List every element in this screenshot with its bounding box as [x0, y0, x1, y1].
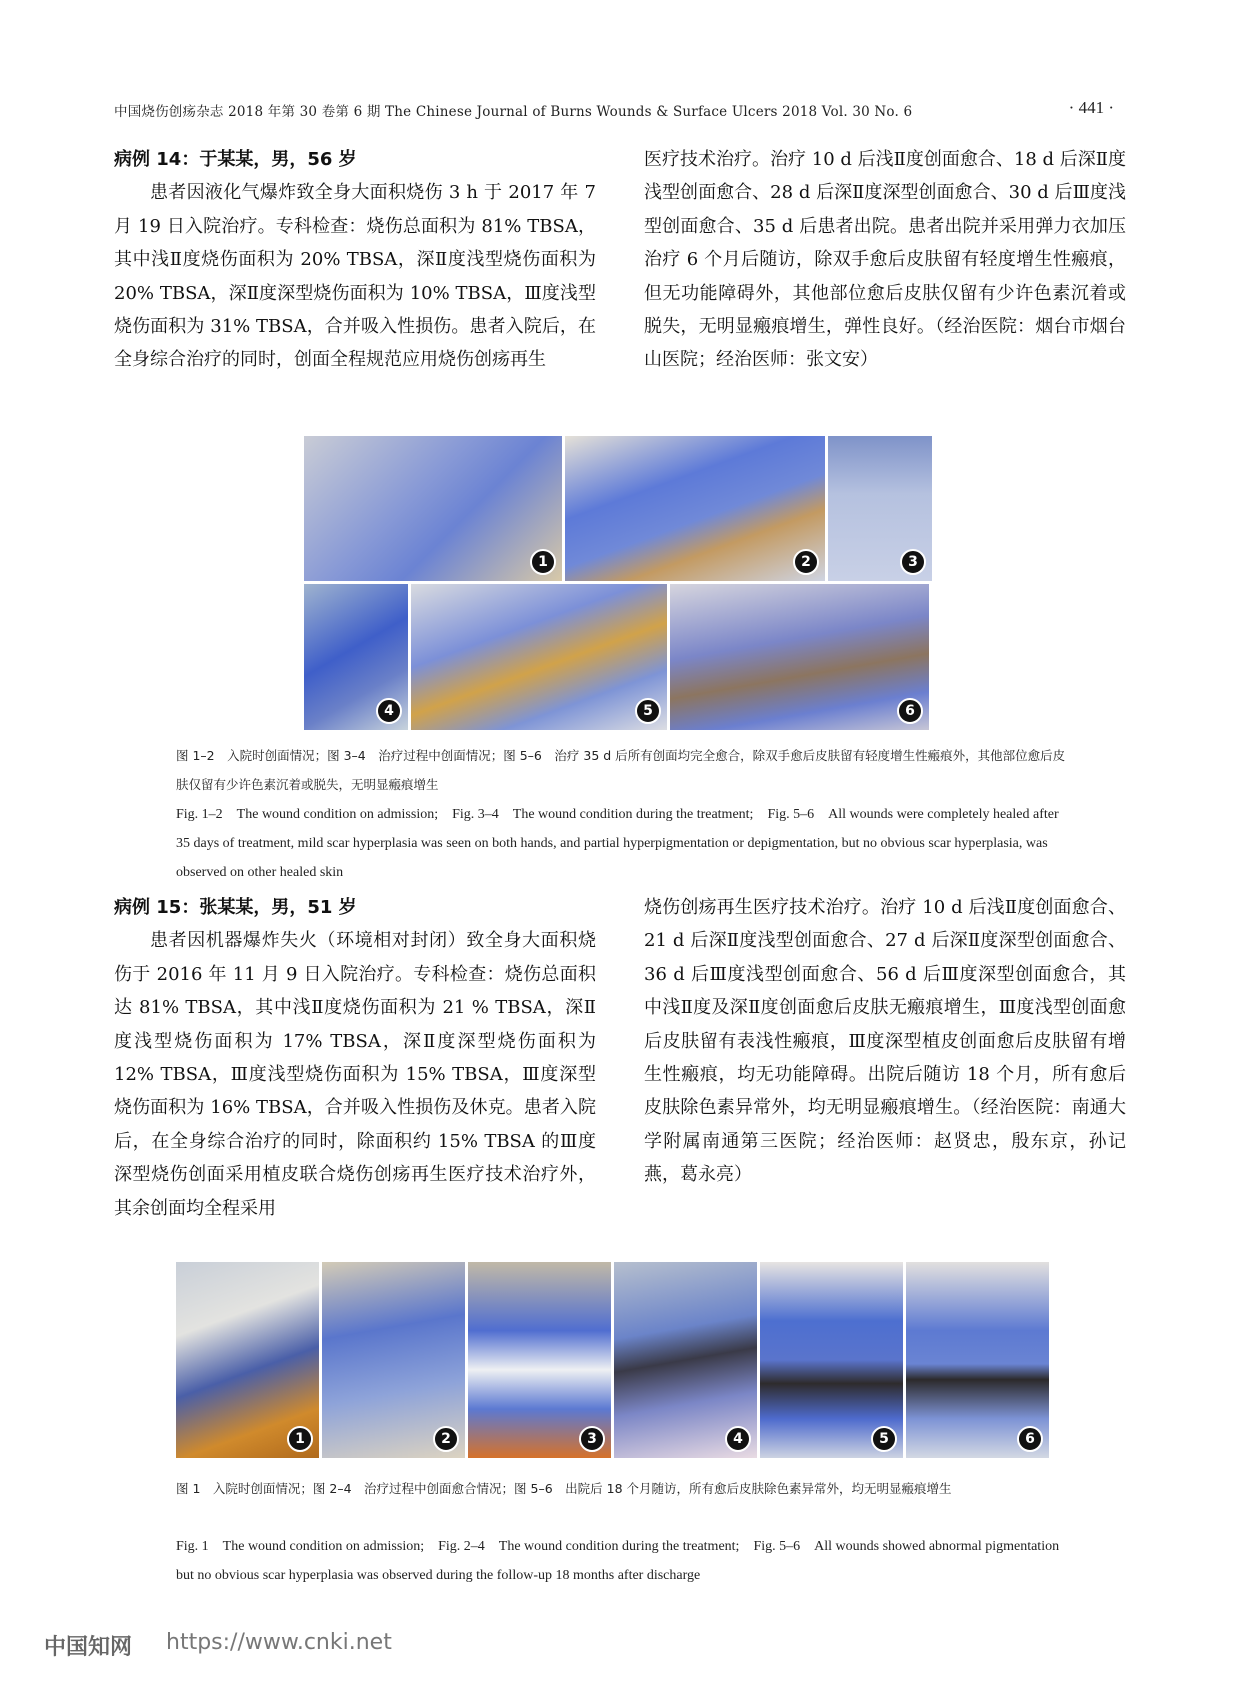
case14-right-column: [644, 143, 1126, 377]
panel-number: 4: [725, 1426, 751, 1452]
case14-photo-5: [411, 584, 667, 730]
case15-photo-3: [468, 1262, 611, 1458]
panel-number: 2: [433, 1426, 459, 1452]
case14-photo-4: [304, 584, 408, 730]
panel-number: 1: [530, 549, 556, 575]
cnki-brand: 中国知网: [44, 1635, 133, 1660]
panel-number: 6: [897, 698, 923, 724]
case14-title: 病例 14：于某某，男，56 岁: [114, 149, 357, 170]
case14-caption-en: Fig. 1–2 The wound condition on admission; Fig. 3–4 The wound condition during the treatment; Fig. 5–6 All wounds were completely healed after 35 days of treatment, mild scar hyperplasia was seen on both hands, and partial hyperpigmentation or depigmentation, but no obvious scar hyperplasia, was observed on other healed skin: [176, 807, 1059, 880]
case14-photo-3: [828, 436, 932, 581]
case15-left-column: [114, 891, 596, 1225]
running-header: 中国烧伤创疡杂志 2018 年第 30 卷第 6 期 The Chinese Journal of Burns Wounds & Surface Ulcers 2018 Vol. 30 No. 6: [114, 104, 913, 120]
case15-body-right: 烧伤创疡再生医疗技术治疗。治疗 10 d 后浅Ⅱ度创面愈合、21 d 后深Ⅱ度浅型创面愈合、27 d 后深Ⅱ度深型创面愈合、36 d 后Ⅲ度浅型创面愈合、56 d 后Ⅲ度深型创面愈合，其中浅Ⅱ度及深Ⅱ度创面愈后皮肤无瘢痕增生，Ⅲ度浅型创面愈后皮肤留有表浅性瘢痕，Ⅲ度深型植皮创面愈后皮肤留有增生性瘢痕，均无功能障碍。出院后随访 18 个月，所有愈后皮肤除色素异常外，均无明显瘢痕增生。（经治医院：南通大学附属南通第三医院；经治医师：赵贤忠，殷东京，孙记燕，葛永亮）: [644, 897, 1126, 1186]
case14-body-left: 患者因液化气爆炸致全身大面积烧伤 3 h 于 2017 年 7 月 19 日入院治疗。专科检查：烧伤总面积为 81% TBSA，其中浅Ⅱ度烧伤面积为 20% TBSA，深Ⅱ度浅型烧伤面积为 20% TBSA，深Ⅱ度深型烧伤面积为 10% TBSA，Ⅲ度浅型烧伤面积为 31% TBSA，合并吸入性损伤。患者入院后，在全身综合治疗的同时，创面全程规范应用烧伤创疡再生: [114, 182, 596, 371]
case15-photo-5: [760, 1262, 903, 1458]
case14-photo-1: [304, 436, 562, 581]
cnki-url-link[interactable]: https://www.cnki.net: [166, 1630, 392, 1655]
case15-figure: [176, 1262, 1049, 1458]
case14-caption-cn: 图 1–2 入院时创面情况；图 3–4 治疗过程中创面情况；图 5–6 治疗 35 d 后所有创面均完全愈合，除双手愈后皮肤留有轻度增生性瘢痕外，其他部位愈后皮肤仅留有少许色素沉着或脱失，无明显瘢痕增生: [176, 748, 1066, 792]
panel-number: 3: [579, 1426, 605, 1452]
case14-photo-6: [670, 584, 929, 730]
cnki-watermark: [44, 1630, 392, 1661]
case15-caption-en: Fig. 1 The wound condition on admission; Fig. 2–4 The wound condition during the treatment; Fig. 5–6 All wounds showed abnormal pigmentation but no obvious scar hyperplasia was observed during the follow-up 18 months after discharge: [176, 1539, 1060, 1583]
case15-title: 病例 15：张某某，男，51 岁: [114, 897, 357, 918]
case15-body-left: 患者因机器爆炸失火（环境相对封闭）致全身大面积烧伤于 2016 年 11 月 9 日入院治疗。专科检查：烧伤总面积达 81% TBSA，其中浅Ⅱ度烧伤面积为 21 % TBSA，深Ⅱ度浅型烧伤面积为 17% TBSA，深Ⅱ度深型烧伤面积为 12% TBSA，Ⅲ度浅型烧伤面积为 15% TBSA，Ⅲ度深型烧伤面积为 16% TBSA，合并吸入性损伤及休克。患者入院后，在全身综合治疗的同时，除面积约 15% TBSA 的Ⅲ度深型烧伤创面采用植皮联合烧伤创疡再生医疗技术治疗外，其余创面均全程采用: [114, 930, 596, 1219]
case15-photo-4: [614, 1262, 757, 1458]
case15-photo-1: [176, 1262, 319, 1458]
panel-number: 5: [871, 1426, 897, 1452]
page-number: · 441 ·: [1068, 98, 1114, 117]
panel-number: 3: [900, 549, 926, 575]
case15-photo-6: [906, 1262, 1049, 1458]
panel-number: 4: [376, 698, 402, 724]
panel-number: 1: [287, 1426, 313, 1452]
case15-photo-2: [322, 1262, 465, 1458]
panel-number: 2: [793, 549, 819, 575]
case15-caption-cn: 图 1 入院时创面情况；图 2–4 治疗过程中创面愈合情况；图 5–6 出院后 18 个月随访，所有愈后皮肤除色素异常外，均无明显瘢痕增生: [176, 1481, 952, 1496]
panel-number: 6: [1017, 1426, 1043, 1452]
case15-right-column: [644, 891, 1126, 1192]
case14-body-right: 医疗技术治疗。治疗 10 d 后浅Ⅱ度创面愈合、18 d 后深Ⅱ度浅型创面愈合、28 d 后深Ⅱ度深型创面愈合、30 d 后Ⅲ度浅型创面愈合、35 d 后患者出院。患者出院并采用弹力衣加压治疗 6 个月后随访，除双手愈后皮肤留有轻度增生性瘢痕，但无功能障碍外，其他部位愈后皮肤仅留有少许色素沉着或脱失，无明显瘢痕增生，弹性良好。（经治医院：烟台市烟台山医院；经治医师：张文安）: [644, 149, 1126, 371]
panel-number: 5: [635, 698, 661, 724]
case14-photo-2: [565, 436, 825, 581]
case14-left-column: [114, 143, 596, 377]
